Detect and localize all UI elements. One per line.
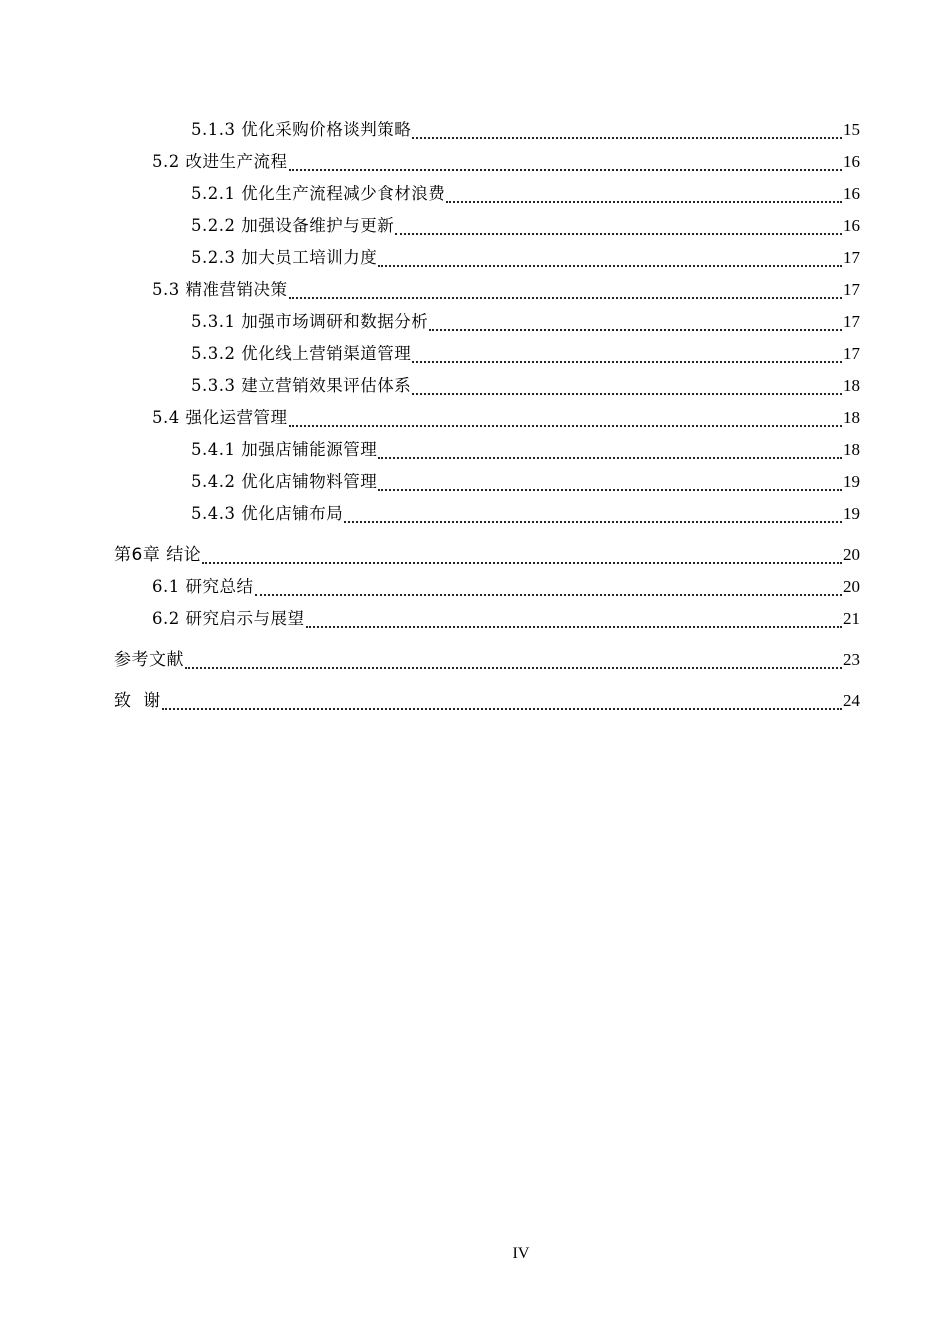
toc-entry-title: 5.2 改进生产流程 [152,152,288,171]
dot-leader [429,329,842,331]
toc-entry[interactable] [0,370,860,402]
dot-leader [185,667,842,669]
toc-entry-page: 17 [843,248,860,267]
toc-entry[interactable] [0,498,860,530]
toc-entry-title: 致 谢 [114,691,161,711]
toc-entry[interactable] [0,114,860,146]
toc-entry-title: 5.4.3 优化店铺布局 [191,504,344,523]
toc-entry-title: 6.1 研究总结 [152,577,254,596]
toc-entry-title: 5.2.3 加大员工培训力度 [191,248,378,267]
toc-entry-title: 参考文献 [114,650,184,670]
toc-entry-title: 5.3.3 建立营销效果评估体系 [191,376,412,395]
toc-entry-page: 23 [843,650,860,669]
dot-leader [378,265,842,267]
toc-entry-title: 5.4.2 优化店铺物料管理 [191,472,378,491]
toc-entry-page: 17 [843,312,860,331]
toc-entry-page: 18 [843,440,860,459]
toc-entry[interactable] [0,210,860,242]
toc-entry-title: 5.3 精准营销决策 [152,280,288,299]
toc-entry-page: 20 [843,577,860,596]
dot-leader [412,361,842,363]
toc-entry[interactable] [0,402,860,434]
dot-leader [446,201,842,203]
dot-leader [306,626,843,628]
page-number: IV [512,1245,530,1262]
toc-entry-title: 5.3.2 优化线上营销渠道管理 [191,344,412,363]
toc-entry-page: 18 [843,408,860,427]
dot-leader [344,521,842,523]
toc-entry[interactable] [0,603,860,635]
toc-entry-page: 21 [843,609,860,628]
toc-entry-page: 15 [843,120,860,139]
toc-entry-page: 16 [843,184,860,203]
toc-entry-title: 5.2.2 加强设备维护与更新 [191,216,395,235]
toc-entry[interactable] [0,242,860,274]
toc-entry[interactable] [0,274,860,306]
toc-entry-title: 5.2.1 优化生产流程减少食材浪费 [191,184,446,203]
toc-entry-title: 第6章 结论 [114,545,202,565]
dot-leader [289,425,843,427]
toc-entry[interactable] [0,644,860,676]
toc-entry-page: 19 [843,472,860,491]
toc-entry-title: 5.3.1 加强市场调研和数据分析 [191,312,429,331]
toc-entry-page: 16 [843,152,860,171]
toc-entry-page: 16 [843,216,860,235]
toc-entry-title: 5.1.3 优化采购价格谈判策略 [191,120,412,139]
toc-entry[interactable] [0,571,860,603]
toc-entry-page: 17 [843,280,860,299]
dot-leader [412,393,842,395]
toc-entry-title: 5.4 强化运营管理 [152,408,288,427]
toc-entry[interactable] [0,306,860,338]
dot-leader [162,708,842,710]
toc-entry[interactable] [0,434,860,466]
toc-entry[interactable] [0,338,860,370]
dot-leader [202,562,842,564]
toc-entry-title: 5.4.1 加强店铺能源管理 [191,440,378,459]
toc-entry[interactable] [0,685,860,717]
toc-entry[interactable] [0,539,860,571]
dot-leader [378,489,842,491]
dot-leader [395,233,842,235]
toc-entry[interactable] [0,146,860,178]
toc-entry-page: 20 [843,545,860,564]
dot-leader [412,137,842,139]
table-of-contents [0,114,950,717]
toc-entry-page: 19 [843,504,860,523]
dot-leader [289,169,843,171]
dot-leader [289,297,843,299]
toc-entry-page: 17 [843,344,860,363]
toc-entry-title: 6.2 研究启示与展望 [152,609,305,628]
toc-entry[interactable] [0,466,860,498]
toc-entry-page: 24 [843,691,860,710]
toc-entry-page: 18 [843,376,860,395]
dot-leader [378,457,842,459]
toc-entry[interactable] [0,178,860,210]
dot-leader [255,594,843,596]
